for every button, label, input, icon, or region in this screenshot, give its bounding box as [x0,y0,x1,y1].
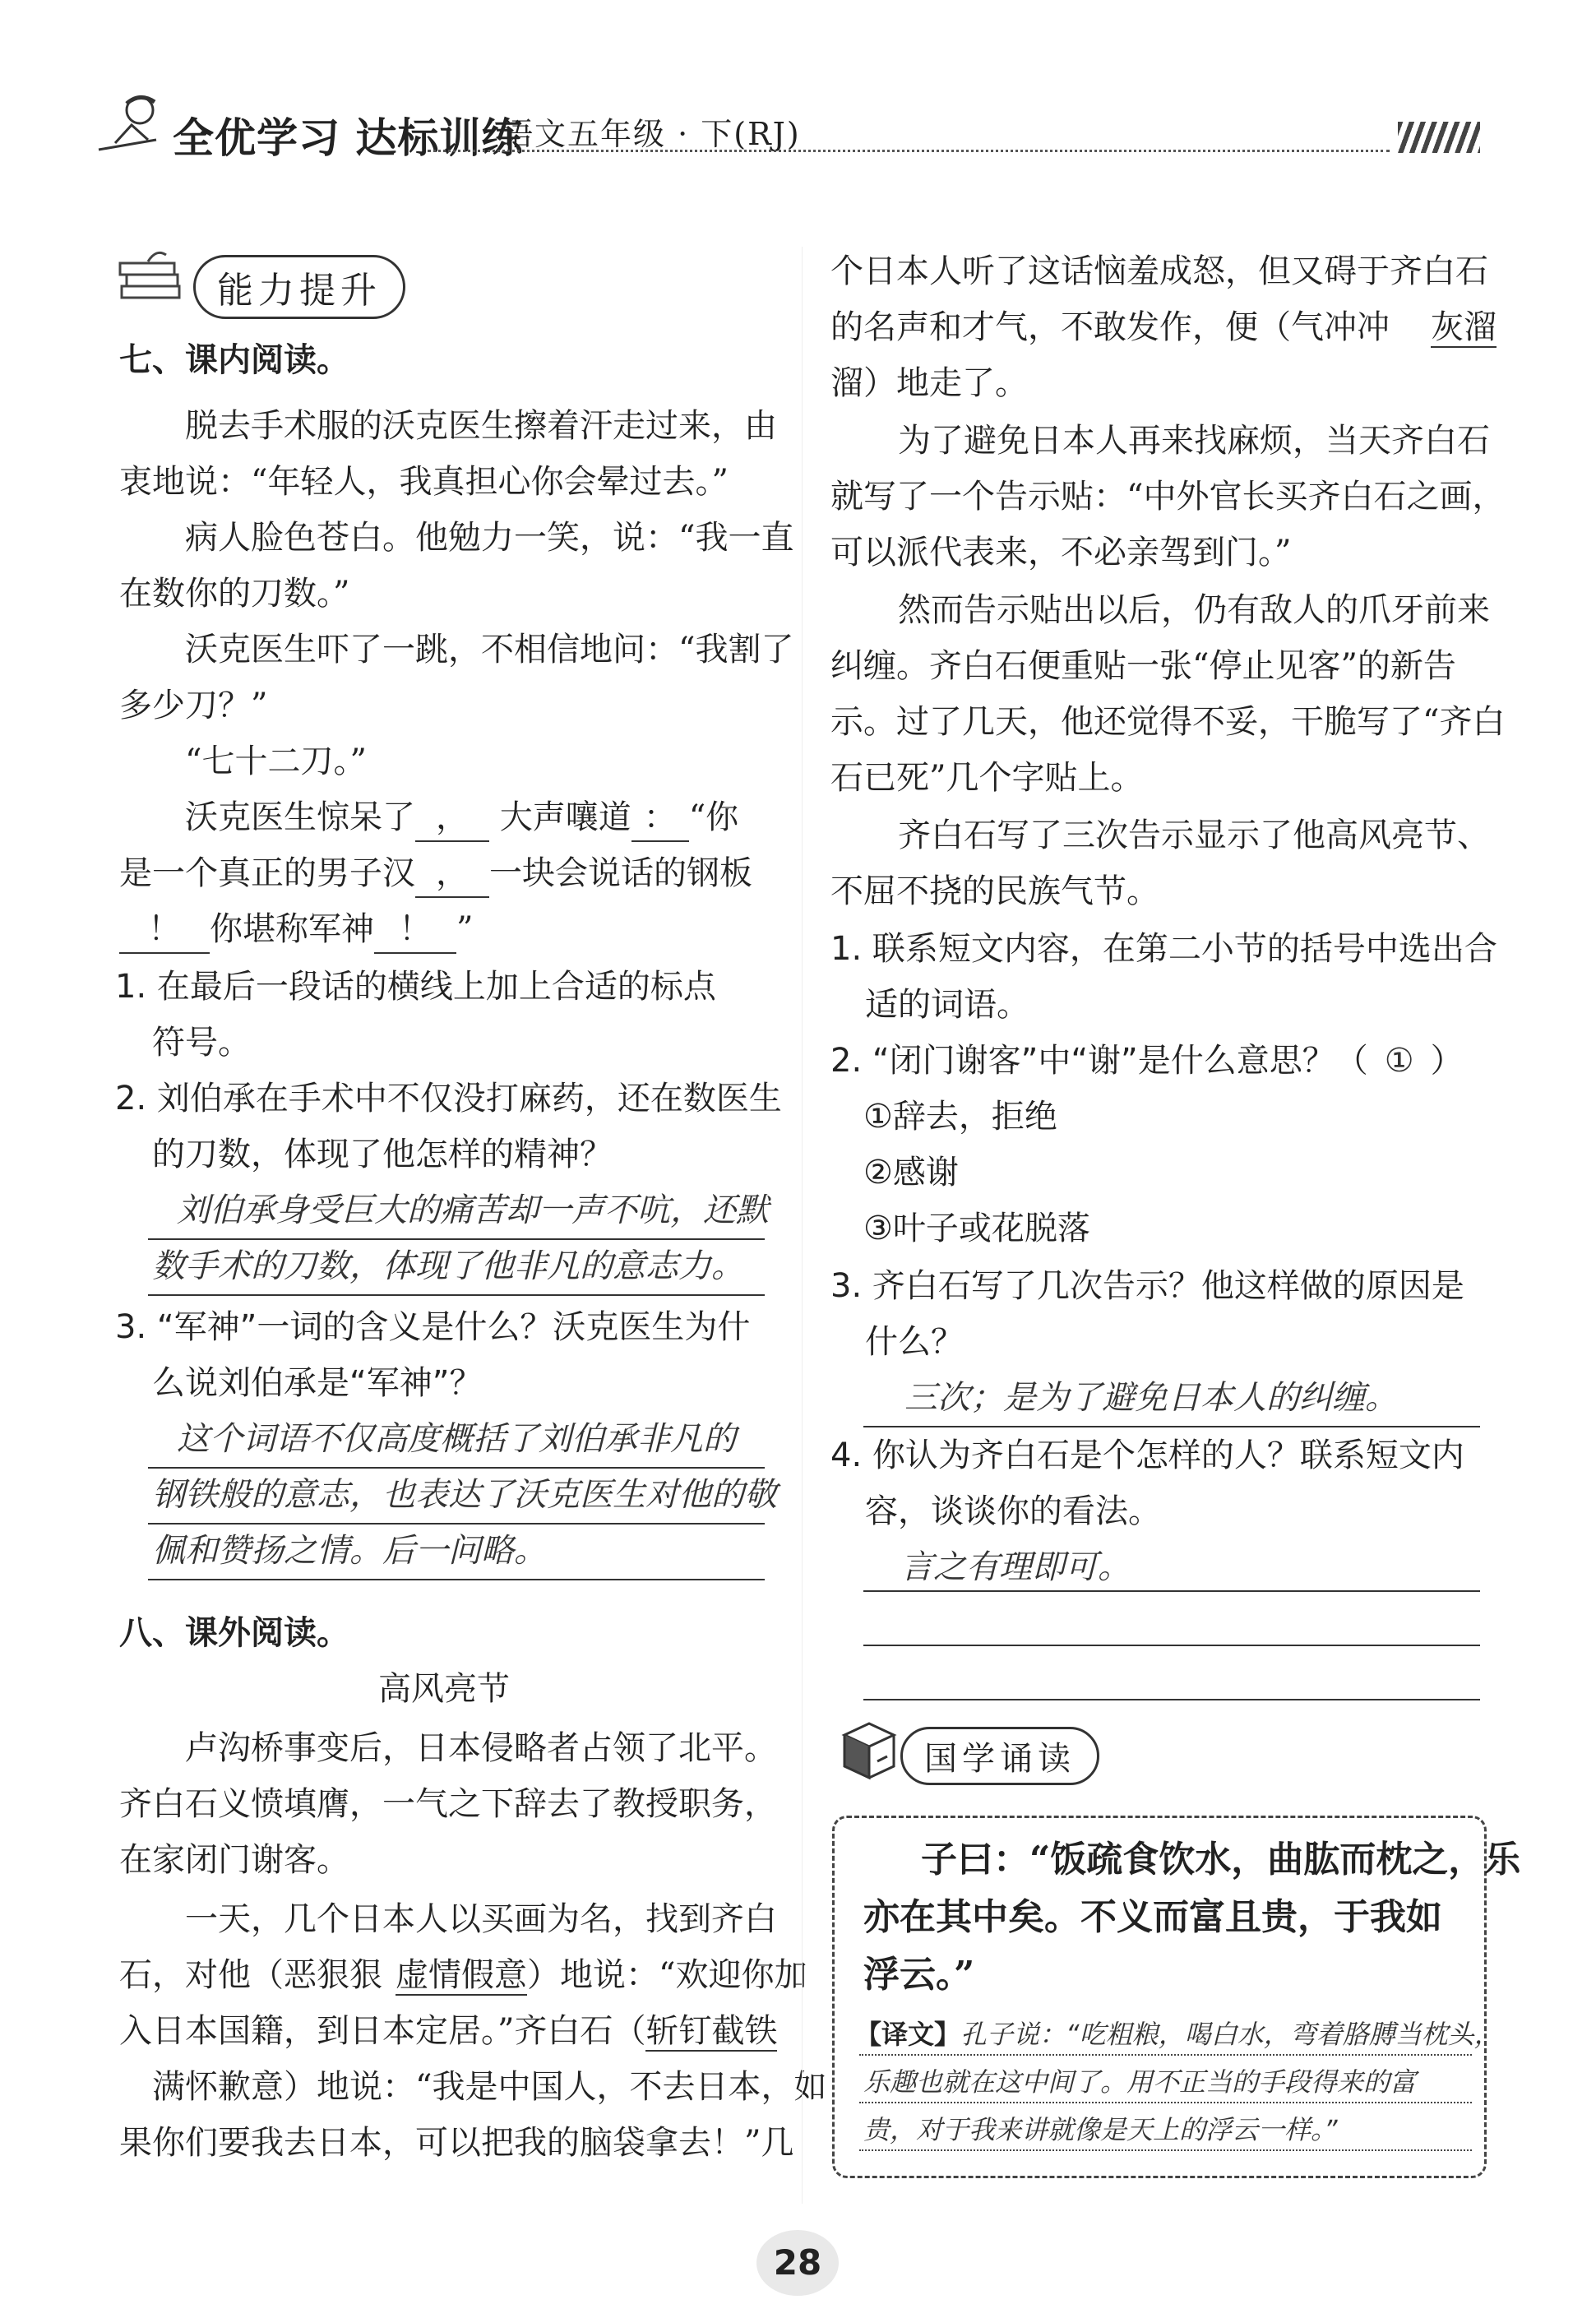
answer-line[interactable] [863,1645,1480,1646]
answer-line [863,1426,1480,1427]
option-1: ①辞去，拒绝 [863,1098,1057,1136]
dotted-line [859,2102,1472,2103]
p3-line1: 沃克医生吓了一跳，不相信地问：“我割了 [185,631,794,669]
answer-line[interactable] [863,1699,1480,1700]
section-7-title: 七、课内阅读。 [119,341,349,379]
answer-choice-1: 虚情假意 [396,1956,527,1994]
sp1-line1: 卢沟桥事变后，日本侵略者占领了北平。 [185,1729,777,1767]
q3-line1: 3. “军神”一词的含义是什么？沃克医生为什 [115,1308,751,1346]
translation-label: 【译文】 [855,2019,961,2050]
blank-1[interactable]: ， [415,794,489,842]
blank-2[interactable]: ： [631,794,689,842]
answer-line [148,1294,765,1296]
option-3: ③叶子或花脱落 [863,1210,1090,1247]
q3-line2: 么说刘伯承是“军神”？ [152,1364,483,1402]
blank-5[interactable]: ！ [374,906,456,954]
section-badge-classics: 国学诵读 [900,1727,1099,1785]
mascot-logo-icon [90,92,169,158]
q1-line2: 符号。 [152,1024,251,1062]
answer-3-line1: 这个词语不仅高度概括了刘伯承非凡的 [177,1420,736,1458]
answer-choice-3: 灰溜 [1431,308,1497,346]
rq1-line2: 适的词语。 [865,986,1029,1024]
section-8-title: 八、课外阅读。 [119,1614,349,1652]
quote-line3: 浮云。” [863,1954,975,1996]
option-2: ②感谢 [863,1154,959,1191]
q1-line1: 1. 在最后一段话的横线上加上合适的标点 [115,968,716,1006]
answer-line [148,1238,765,1240]
dotted-line [859,2149,1472,2151]
r2-line1: 为了避免日本人再来找麻烦，当天齐白石 [898,422,1490,460]
translation-line1: 【译文】孔子说：“吃粗粮，喝白水，弯着胳膊当枕头， [855,2019,1501,2050]
rq4-line2: 容，谈谈你的看法。 [865,1492,1161,1530]
book-subtitle: 语文五年级 · 下(RJ) [502,116,801,152]
r2-line3: 可以派代表来，不必亲驾到门。” [830,534,1292,571]
books-icon [115,247,193,308]
answer-2-line2: 数手术的刀数，体现了他非凡的意志力。 [152,1247,744,1285]
column-divider [802,247,803,2204]
dotted-line [859,2054,1472,2056]
quote-line2: 亦在其中矣。不义而富且贵，于我如 [863,1896,1442,1938]
sp1-line2: 齐白石义愤填膺，一气之下辞去了教授职务， [119,1785,777,1823]
answer-line [148,1579,765,1580]
r1-line1: 个日本人听了这话恼羞成怒，但又碍于齐白石 [830,252,1488,290]
p2-line1: 病人脸色苍白。他勉力一笑，说：“我一直 [185,519,794,557]
r4-line2: 不屈不挠的民族气节。 [830,872,1159,910]
p5-line3: ！ 你堪称军神 ！ ” [119,906,473,954]
p3-line2: 多少刀？” [119,687,268,724]
r1-line3: 溜）地走了。 [830,364,1028,402]
page-number: 28 [756,2230,839,2296]
quote-line1: 子曰：“饭疏食饮水，曲肱而枕之，乐 [921,1839,1521,1881]
rq1-line1: 1. 联系短文内容，在第二小节的括号中选出合 [830,930,1497,968]
sp2-line5: 果你们要我去日本，可以把我的脑袋拿去！”几 [119,2124,794,2162]
sp2-line1: 一天，几个日本人以买画为名，找到齐白 [185,1900,777,1938]
r2-line2: 就写了一个告示贴：“中外官长买齐白石之画， [830,478,1506,516]
translation-line3: 贵，对于我来讲就像是天上的浮云一样。” [863,2114,1338,2145]
answer-line[interactable] [863,1590,1480,1592]
section-badge-ability: 能力提升 [193,255,405,319]
cube-icon [835,1717,904,1783]
q2-line2: 的刀数，体现了他怎样的精神？ [152,1136,613,1173]
r3-line3: 示。过了几天，他还觉得不妥，干脆写了“齐白 [830,703,1506,741]
r3-line1: 然而告示贴出以后，仍有敌人的爪牙前来 [898,591,1490,629]
answer-line [148,1523,765,1525]
answer-line [148,1467,765,1469]
p2-line2: 在数你的刀数。” [119,575,350,613]
brand-title: 全优学习 达标训练 [173,114,524,162]
p1-line1: 脱去手术服的沃克医生擦着汗走过来，由 [185,407,777,445]
blank-3[interactable]: ， [415,850,489,898]
blank-4[interactable]: ！ [119,906,210,954]
answer-r4: 言之有理即可。 [900,1548,1131,1586]
answer-3-line2: 钢铁般的意志，也表达了沃克医生对他的敬 [152,1476,777,1514]
sp2-line4: 满怀歉意）地说：“我是中国人，不去日本，如 [152,2068,827,2106]
rq3-line2: 什么？ [865,1323,964,1361]
r4-line1: 齐白石写了三次告示显示了他高风亮节、 [898,817,1490,854]
answer-r3: 三次；是为了避免日本人的纠缠。 [904,1379,1398,1417]
header-dotted-line [428,150,1390,152]
r1-line2: 的名声和才气，不敢发作，便（气冲冲 灰溜 [830,308,1497,346]
answer-2-line1: 刘伯承身受巨大的痛苦却一声不吭，还默 [177,1191,769,1229]
story-title: 高风亮节 [378,1670,510,1708]
sp1-line3: 在家闭门谢客。 [119,1841,349,1879]
answer-3-line3: 佩和赞扬之情。后一问略。 [152,1532,547,1570]
r3-line4: 石已死”几个字贴上。 [830,759,1144,797]
p5-line2: 是一个真正的男子汉 ， 一块会说话的钢板 [119,850,752,898]
p4: “七十二刀。” [185,743,367,780]
p1-line2: 衷地说：“年轻人，我真担心你会晕过去。” [119,463,729,501]
rq2-line: 2. “闭门谢客”中“谢”是什么意思？（ ① ） [830,1042,1464,1080]
translation-line2: 乐趣也就在这中间了。用不正当的手段得来的富 [863,2066,1417,2098]
sp2-line3: 入日本国籍，到日本定居。”齐白石（斩钉截铁 [119,2012,778,2050]
p5-line1: 沃克医生惊呆了 ， 大声嚷道 ： “你 [185,794,738,842]
q2-answer: ① [1384,1042,1414,1080]
answer-choice-2: 斩钉截铁 [645,2012,778,2050]
q2-line1: 2. 刘伯承在手术中不仅没打麻药，还在数医生 [115,1080,782,1117]
r3-line2: 纠缠。齐白石便重贴一张“停止见客”的新告 [830,647,1456,685]
header-stripes [1398,122,1480,153]
sp2-line2: 石，对他（恶狠狠 虚情假意）地说：“欢迎你加 [119,1956,807,1994]
rq4-line1: 4. 你认为齐白石是个怎样的人？联系短文内 [830,1437,1464,1474]
rq3-line1: 3. 齐白石写了几次告示？他这样做的原因是 [830,1267,1464,1305]
